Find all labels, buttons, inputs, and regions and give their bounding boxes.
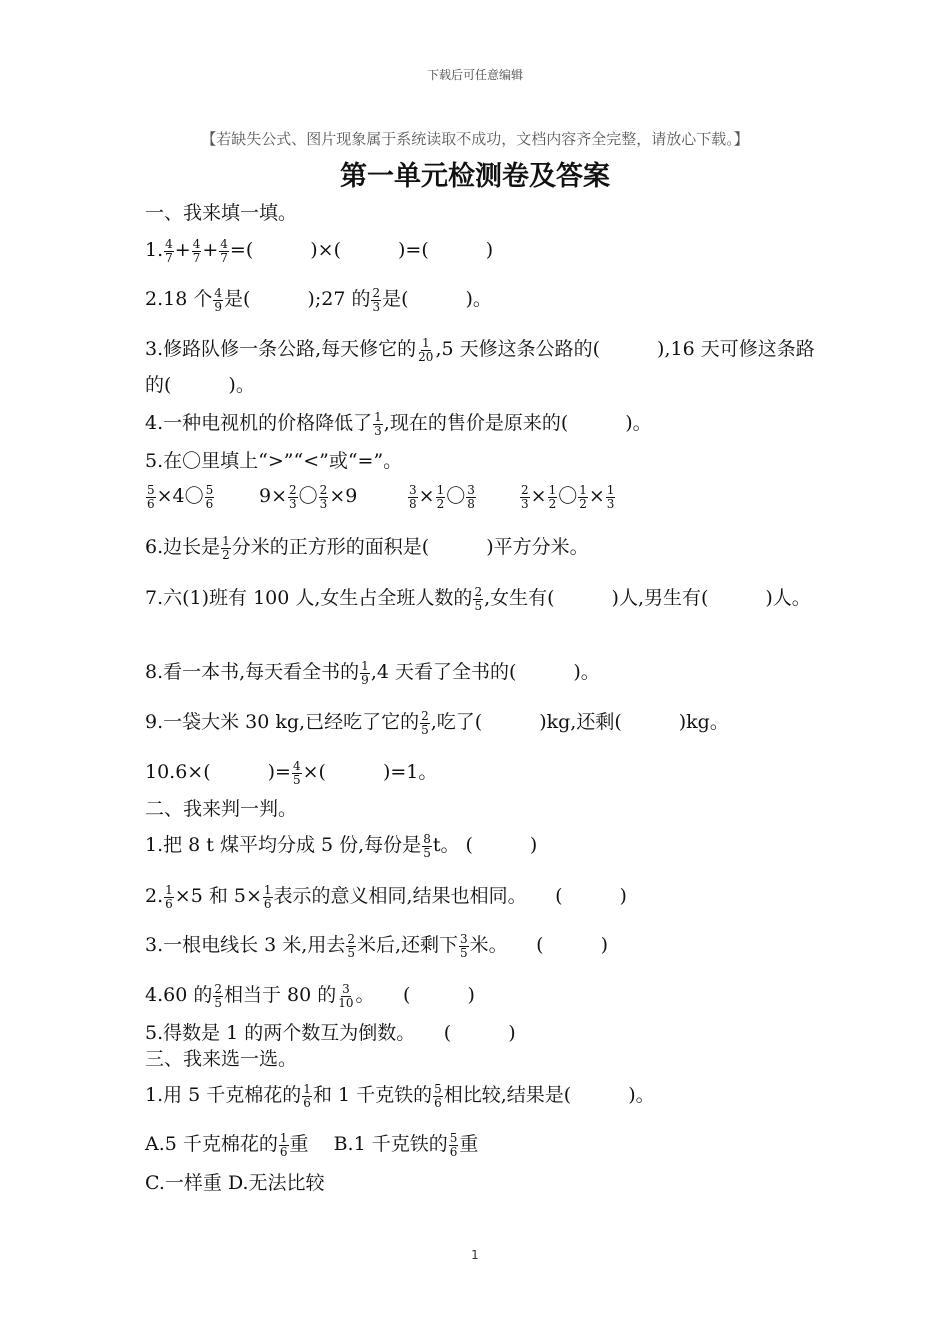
s1-question-10: 10.6×( )= $\frac{4}{5}$ ×( )=1。: [145, 758, 438, 787]
section2-heading: 二、我来判一判。: [145, 798, 298, 820]
comparison-3: $\frac{3}{8}$ × $\frac{1}{2}$ 〇 $\frac{3}{8}$: [409, 482, 475, 511]
page-number: 1: [471, 1248, 479, 1262]
s1-question-7: 7.六(1)班有 100 人,女生占全班人数的 $\frac{2}{5}$ ,女生有( )人,男生有( )人。: [145, 584, 811, 613]
page-title: 第一单元检测卷及答案: [340, 161, 610, 192]
s3-options-ab: [145, 1130, 825, 1159]
s1-question-9: 9.一袋大米 30 kg,已经吃了它的 $\frac{2}{5}$ ,吃了( )kg,还剩( )kg。: [145, 708, 729, 737]
fraction: $\frac{1}{3}$: [374, 409, 382, 438]
comparison-4: $\frac{2}{3}$ × $\frac{1}{2}$ 〇 $\frac{1}{2}$ × $\frac{1}{3}$: [521, 482, 615, 511]
s2-question-2: 2. $\frac{1}{6}$ ×5 和 5× $\frac{1}{6}$ 表示的意义相同,结果也相同。 ( ): [145, 882, 627, 911]
s1-question-4: 4.一种电视机的价格降低了 $\frac{1}{3}$ ,现在的售价是原来的( )。: [145, 409, 652, 438]
fraction: $\frac{1}{2}$: [222, 533, 230, 562]
s3-options-cd: C.一样重 D.无法比较: [145, 1172, 325, 1194]
s2-question-3: 3.一根电线长 3 米,用去 $\frac{2}{5}$ 米后,还剩下 $\frac{3}{5}$ 米。 ( ): [145, 931, 608, 960]
fraction: $\frac{1}{6}$: [165, 882, 173, 911]
s2-question-4: 4.60 的 $\frac{2}{5}$ 相当于 80 的 $\frac{3}{10}$ 。 ( ): [145, 981, 475, 1010]
fraction: $\frac{5}{6}$: [434, 1081, 442, 1110]
fraction: $\frac{3}{10}$: [338, 981, 354, 1010]
fraction: $\frac{4}{7}$: [220, 236, 228, 265]
s1-question-5: 5.在〇里填上“>”“<”或“=”。: [145, 450, 403, 472]
download-notice: 【若缺失公式、图片现象属于系统读取不成功，文档内容齐全完整，请放心下载。】: [201, 130, 749, 148]
fraction: $\frac{4}{7}$: [192, 236, 201, 265]
fraction: $\frac{2}{5}$: [347, 931, 355, 960]
comparison-2: 9× $\frac{2}{3}$ 〇 $\frac{2}{3}$ ×9: [259, 482, 358, 511]
s1-question-2: 2.18 个 $\frac{4}{9}$ 是( );27 的 $\frac{2}{3}$ 是( )。: [145, 285, 492, 314]
option-b: B.1 千克铁的 $\frac{5}{6}$ 重: [333, 1130, 479, 1159]
fraction: $\frac{1}{9}$: [361, 658, 369, 687]
s2-question-5: 5.得数是 1 的两个数互为倒数。 ( ): [145, 1022, 516, 1044]
fraction: $\frac{3}{5}$: [460, 931, 468, 960]
fraction: $\frac{1}{6}$: [303, 1081, 311, 1110]
fraction: $\frac{2}{5}$: [421, 708, 429, 737]
fraction: $\frac{2}{3}$: [372, 285, 381, 314]
s2-question-1: 1.把 8 t 煤平均分成 5 份,每份是 $\frac{8}{5}$ t。 ( ): [145, 831, 538, 860]
s3-question-1: 1.用 5 千克棉花的 $\frac{1}{6}$ 和 1 千克铁的 $\frac{5}{6}$ 相比较,结果是( )。: [145, 1081, 655, 1110]
fraction: $\frac{4}{9}$: [214, 285, 222, 314]
fraction: $\frac{8}{5}$: [423, 831, 431, 860]
header-note: 下载后可任意编辑: [426, 68, 523, 82]
fraction: $\frac{2}{5}$: [214, 981, 222, 1010]
fraction: $\frac{1}{6}$: [263, 882, 272, 911]
option-a: A.5 千克棉花的 $\frac{1}{6}$ 重: [145, 1130, 328, 1159]
section3-heading: 三、我来选一选。: [145, 1048, 298, 1070]
s1-question-3: 3.修路队修一条公路,每天修它的 $\frac{1}{20}$ ,5 天修这条公路的( ),16 天可修这条路的( )。: [145, 335, 815, 396]
section1-heading: 一、我来填一填。: [145, 202, 298, 224]
fraction: $\frac{4}{7}$: [165, 236, 173, 265]
s1-question-8: 8.看一本书,每天看全书的 $\frac{1}{9}$ ,4 天看了全书的( )。: [145, 658, 600, 687]
s1-question-1: 1. $\frac{4}{7}$ + $\frac{4}{7}$ + $\frac{4}{7}$ =( )×( )=( ): [145, 236, 494, 265]
fraction: $\frac{2}{5}$: [474, 584, 483, 613]
comparison-1: $\frac{5}{6}$ ×4〇 $\frac{5}{6}$: [147, 482, 214, 511]
s1-question-6: 6.边长是 $\frac{1}{2}$ 分米的正方形的面积是( )平方分米。: [145, 533, 589, 562]
fraction: $\frac{4}{5}$: [292, 758, 301, 787]
fraction: $\frac{1}{20}$: [418, 335, 434, 364]
s1-question-5-comparisons: [145, 482, 825, 518]
